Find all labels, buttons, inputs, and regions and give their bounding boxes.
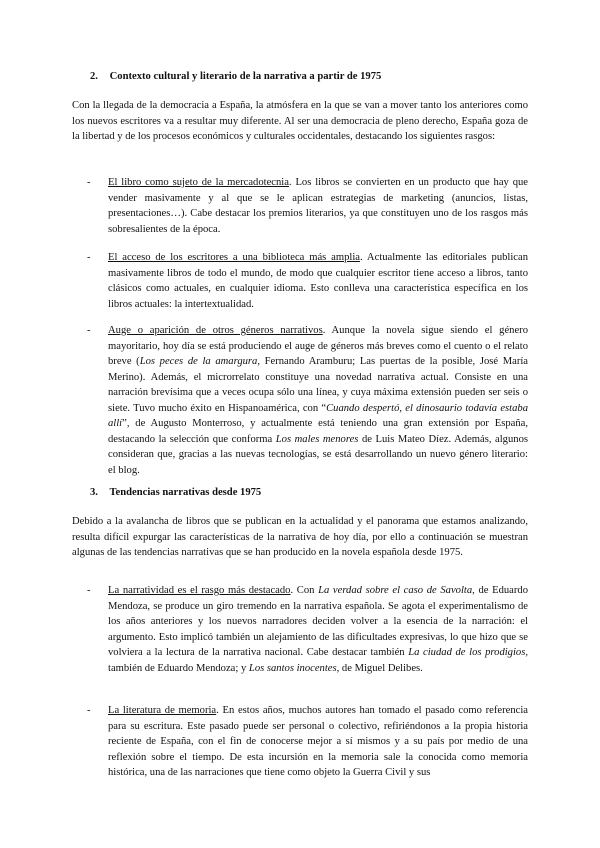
section-3-number: 3. <box>90 487 98 498</box>
section-3-heading <box>90 486 261 500</box>
item-text: . En estos años, muchos autores han tomado el pasado como referencia para su escritura. Este pasado puede ser personal o colectivo, refiriéndonos a la propia historia reciente de España, con el fin de conocerse mejor a sí mismos y a su país por medio de una reflexión sobre el tiempo. De esta incursión en la memoria sale la conocida como memoria histórica, una de las narraciones que tiene como objeto la Guerra Civil y sus <box>108 705 528 778</box>
section-2-heading <box>90 70 381 84</box>
bullet-dash: - <box>87 252 91 263</box>
book-title: La verdad sobre el caso de Savolta <box>318 585 473 596</box>
section-2-number: 2. <box>90 71 98 82</box>
bullet-dash: - <box>87 325 91 336</box>
list-item: - La narratividad es el rasgo más destacado. Con La verdad sobre el caso de Savolta, de Eduardo Mendoza, se produce un giro tremendo en la narrativa española. Se agota el experimentalismo de los años anteriores y los nuevos narradores deciden volver a la esencia de la narración: el argumento. Esto implicó también un alejamiento de las dificultades expresivas, lo que hizo que se volviera a la lectura de la narrativa nacional. Cabe destacar también La ciudad de los prodigios, también de Eduardo Mendoza; y Los santos inocentes, de Miguel Delibes. <box>87 585 528 674</box>
item-lead: El libro como sujeto de la mercadotecnia <box>108 177 289 188</box>
quote-title: Cuando despertó, el dinosaurio todavía estaba allí <box>108 402 529 429</box>
item-lead: Auge o aparición de otros géneros narrativos <box>108 325 323 336</box>
list-item: - Auge o aparición de otros géneros narrativos. Aunque la novela sigue siendo el género mayoritario, hoy día se está produciendo el auge de géneros más breves como el cuento o el relato breve (Los peces de la amargura, Fernando Aramburu; Las puertas de la posible, José María Merino). Además, el microrrelato constituye una novedad narrativa actual. Consiste en una narración brevísima que a veces ocupa sólo una línea, y cuya máxima extensión pueden ser seis o siete. Tuvo mucho éxito en Hispanoamérica, con “Cuando despertó, el dinosaurio todavía estaba allí”, de Augusto Monterroso, y actualmente está teniendo una gran extensión por España, destacando la selección que conforma Los males menores de Luis Mateo Díez. Además, algunos consideran que, gracias a las nuevas tecnologías, se está desarrollando un nuevo género literario: el blog. <box>87 325 529 476</box>
list-item <box>88 250 528 312</box>
item-lead: La narratividad es el rasgo más destacado <box>108 585 291 596</box>
item-text: . Los libros se convierten en un producto que hay que vender masivamente y al que se le aplican estrategias de marketing (anuncios, listas, presentaciones…). Cabe destacar los premios literarios, ya que constituyen uno de los rasgos más sobresalientes de la época. <box>108 177 529 235</box>
section-3-title: Tendencias narrativas desde 1975 <box>109 487 262 498</box>
item-lead: El acceso de los escritores a una biblioteca más amplia <box>108 252 360 263</box>
book-title: Los males menores <box>275 433 359 445</box>
bullet-dash: - <box>87 177 91 188</box>
book-title: La ciudad de los prodigios <box>408 647 526 658</box>
bullet-dash: - <box>87 705 91 716</box>
item-lead: La literatura de memoria <box>108 705 217 716</box>
list-item <box>88 703 528 781</box>
section-2-title: Contexto cultural y literario de la narrativa a partir de 1975 <box>109 71 382 82</box>
book-title: Los peces de la amargura <box>139 356 258 367</box>
section-3-intro: Debido a la avalancha de libros que se publican en la actualidad y el panorama que estamos analizando, resulta difícil expurgar las características de la narrativa de hoy día, por ello a continuación se muestran algunas de las tendencias narrativas que se han producido en la novela española desde 1975. <box>72 516 528 558</box>
item-text: . Actualmente las editoriales publican masivamente libros de todo el mundo, de modo que cualquier escritor tiene acceso a libros, tanto clásicos como actuales, en cualquier idioma. Esto conlleva una característica específica en los libros actuales: la intertextualidad. <box>108 252 528 310</box>
list-item <box>88 175 528 237</box>
bullet-dash: - <box>87 585 91 596</box>
book-title: Los santos inocentes <box>248 662 337 674</box>
section-2-intro: Con la llegada de la democracia a España, la atmósfera en la que se van a mover tanto los anteriores como los nuevos escritores va a resultar muy diferente. Al ser una democracia de pleno derecho, España goza de la libertad y de los procesos económicos y culturales occidentales, destacando los siguientes rasgos: <box>72 100 528 142</box>
